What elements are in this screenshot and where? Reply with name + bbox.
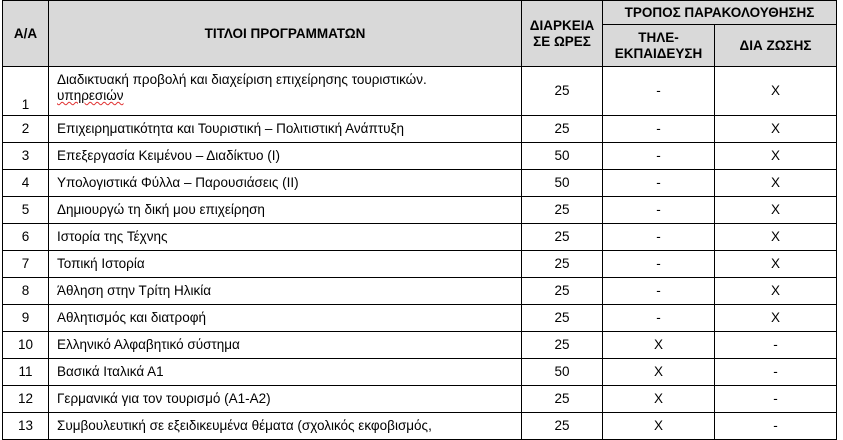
program-title-cell — [49, 143, 522, 170]
remote-mark: - — [603, 197, 715, 224]
program-title-cell — [49, 197, 522, 224]
program-title-cell — [49, 170, 522, 197]
remote-mark: - — [603, 305, 715, 332]
program-title: Υπολογιστικά Φύλλα – Παρουσιάσεις (ΙΙ) — [57, 175, 299, 190]
row-number: 1 — [3, 67, 49, 116]
duration-hours: 50 — [522, 359, 603, 386]
table-row — [3, 359, 837, 386]
program-title-cell — [49, 278, 522, 305]
live-mark: Χ — [715, 143, 837, 170]
program-title: Βασικά Ιταλικά Α1 — [57, 364, 164, 379]
duration-hours: 25 — [522, 278, 603, 305]
program-title: Επεξεργασία Κειμένου – Διαδίκτυο (Ι) — [57, 148, 281, 163]
header-duration — [522, 1, 603, 67]
program-title: Συμβουλευτική σε εξειδικευμένα θέματα (σχολικός εκφοβισμός, — [57, 418, 432, 433]
programs-table — [2, 0, 837, 440]
remote-mark: - — [603, 278, 715, 305]
program-title-cell — [49, 251, 522, 278]
program-title-cell — [49, 305, 522, 332]
header-remote — [603, 25, 715, 67]
program-title-cell — [49, 359, 522, 386]
program-title: Τοπική Ιστορία — [57, 256, 145, 271]
remote-mark: - — [603, 224, 715, 251]
program-title: Ιστορία της Τέχνης — [57, 229, 168, 244]
live-mark: Χ — [715, 67, 837, 116]
program-title: Επιχειρηματικότητα και Τουριστική – Πολιτιστική Ανάπτυξη — [57, 121, 405, 136]
duration-hours: 25 — [522, 224, 603, 251]
program-title-cell — [49, 67, 522, 116]
table-row — [3, 116, 837, 143]
header-aa: Α/Α — [3, 1, 49, 67]
duration-hours: 50 — [522, 170, 603, 197]
programs-table-body — [3, 67, 837, 440]
header-duration-line1: ΔΙΑΡΚΕΙΑ — [529, 17, 595, 33]
program-title-cell — [49, 413, 522, 440]
table-row — [3, 67, 837, 116]
program-title-continuation: υπηρεσιών — [57, 88, 124, 103]
row-number: 8 — [3, 278, 49, 305]
live-mark: Χ — [715, 251, 837, 278]
row-number: 3 — [3, 143, 49, 170]
row-number: 9 — [3, 305, 49, 332]
live-mark: - — [715, 413, 837, 440]
duration-hours: 25 — [522, 332, 603, 359]
table-row — [3, 332, 837, 359]
remote-mark: Χ — [603, 332, 715, 359]
duration-hours: 25 — [522, 116, 603, 143]
row-number: 4 — [3, 170, 49, 197]
remote-mark: - — [603, 67, 715, 116]
remote-mark: Χ — [603, 413, 715, 440]
live-mark: Χ — [715, 278, 837, 305]
program-title: Ελληνικό Αλφαβητικό σύστημα — [57, 337, 240, 352]
duration-hours: 25 — [522, 305, 603, 332]
live-mark: Χ — [715, 116, 837, 143]
table-row — [3, 386, 837, 413]
row-number: 13 — [3, 413, 49, 440]
header-remote-line1: ΤΗΛΕ- — [638, 29, 679, 45]
row-number: 2 — [3, 116, 49, 143]
remote-mark: - — [603, 251, 715, 278]
row-number: 12 — [3, 386, 49, 413]
live-mark: Χ — [715, 197, 837, 224]
remote-mark: Χ — [603, 359, 715, 386]
table-row — [3, 143, 837, 170]
program-title: Γερμανικά για τον τουρισμό (Α1-Α2) — [57, 391, 271, 406]
program-title-cell — [49, 332, 522, 359]
duration-hours: 25 — [522, 67, 603, 116]
row-number: 6 — [3, 224, 49, 251]
table-row — [3, 413, 837, 440]
remote-mark: - — [603, 170, 715, 197]
program-title: Διαδικτυακή προβολή και διαχείριση επιχείρησης τουριστικών. — [57, 72, 427, 87]
live-mark: Χ — [715, 170, 837, 197]
live-mark: - — [715, 386, 837, 413]
duration-hours: 25 — [522, 251, 603, 278]
header-titles: ΤΙΤΛΟΙ ΠΡΟΓΡΑΜΜΑΤΩΝ — [49, 1, 522, 67]
program-title: Άθληση στην Τρίτη Ηλικία — [57, 283, 212, 298]
table-row — [3, 197, 837, 224]
live-mark: - — [715, 359, 837, 386]
duration-hours: 25 — [522, 386, 603, 413]
program-title: Αθλητισμός και διατροφή — [57, 310, 206, 325]
row-number: 5 — [3, 197, 49, 224]
row-number: 10 — [3, 332, 49, 359]
header-duration-line2: ΣΕ ΩΡΕΣ — [533, 33, 591, 49]
duration-hours: 25 — [522, 413, 603, 440]
program-title-cell — [49, 386, 522, 413]
program-title-cell — [49, 116, 522, 143]
table-row — [3, 278, 837, 305]
live-mark: Χ — [715, 305, 837, 332]
program-title: Δημιουργώ τη δική μου επιχείρηση — [57, 202, 265, 217]
live-mark: Χ — [715, 224, 837, 251]
header-remote-line2: ΕΚΠΑΙΔΕΥΣΗ — [614, 45, 703, 61]
table-row — [3, 170, 837, 197]
duration-hours: 50 — [522, 143, 603, 170]
remote-mark: - — [603, 143, 715, 170]
remote-mark: Χ — [603, 386, 715, 413]
table-row — [3, 224, 837, 251]
row-number: 11 — [3, 359, 49, 386]
header-live: ΔΙΑ ΖΩΣΗΣ — [715, 25, 837, 67]
table-row — [3, 251, 837, 278]
header-mode: ΤΡΟΠΟΣ ΠΑΡΑΚΟΛΟΥΘΗΣΗΣ — [603, 1, 837, 25]
program-title-cell — [49, 224, 522, 251]
table-row — [3, 305, 837, 332]
duration-hours: 25 — [522, 197, 603, 224]
live-mark: - — [715, 332, 837, 359]
row-number: 7 — [3, 251, 49, 278]
remote-mark: - — [603, 116, 715, 143]
